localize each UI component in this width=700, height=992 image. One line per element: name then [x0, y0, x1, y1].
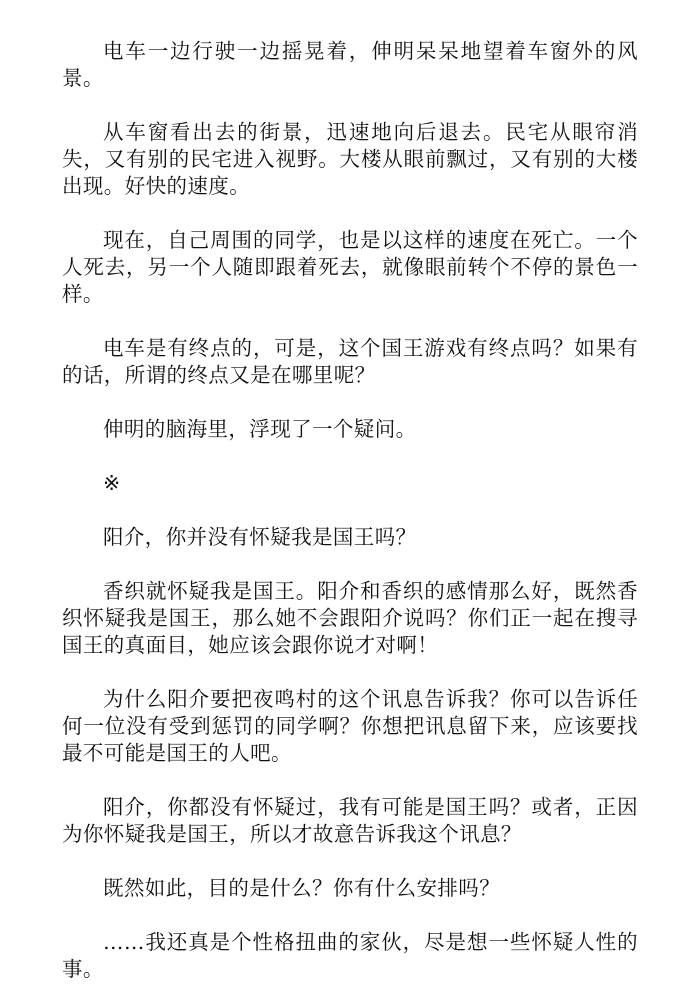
- scene-break-mark: ※: [103, 471, 121, 495]
- paragraph: 电车是有终点的，可是，这个国王游戏有终点吗？如果有的话，所谓的终点又是在哪里呢？: [62, 336, 638, 387]
- paragraph: 阳介，你并没有怀疑我是国王吗？: [103, 525, 417, 549]
- paragraph: 香织就怀疑我是国王。阳介和香织的感情那么好，既然香织怀疑我是国王，那么她不会跟阳介说吗？你们正一起在搜寻国王的真面目，她应该会跟你说才对啊！: [62, 579, 638, 657]
- paragraph: ……我还真是个性格扭曲的家伙，尽是想一些怀疑人性的事。: [62, 930, 638, 981]
- paragraph: 为什么阳介要把夜鸣村的这个讯息告诉我？你可以告诉任何一位没有受到惩罚的同学啊？你想把讯息留下来，应该要找最不可能是国王的人吧。: [62, 687, 638, 765]
- paragraph: 既然如此，目的是什么？你有什么安排吗？: [103, 876, 501, 900]
- document-page: [62, 38, 638, 983]
- paragraph: 从车窗看出去的街景，迅速地向后退去。民宅从眼帘消失，又有别的民宅进入视野。大楼从眼前飘过，又有别的大楼出现。好快的速度。: [62, 120, 638, 198]
- paragraph: 阳介，你都没有怀疑过，我有可能是国王吗？或者，正因为你怀疑我是国王，所以才故意告诉我这个讯息？: [62, 795, 638, 846]
- paragraph: 现在，自己周围的同学，也是以这样的速度在死亡。一个人死去，另一个人随即跟着死去，就像眼前转个不停的景色一样。: [62, 228, 638, 306]
- paragraph: 电车一边行驶一边摇晃着，伸明呆呆地望着车窗外的风景。: [62, 39, 638, 90]
- paragraph: 伸明的脑海里，浮现了一个疑问。: [103, 417, 417, 441]
